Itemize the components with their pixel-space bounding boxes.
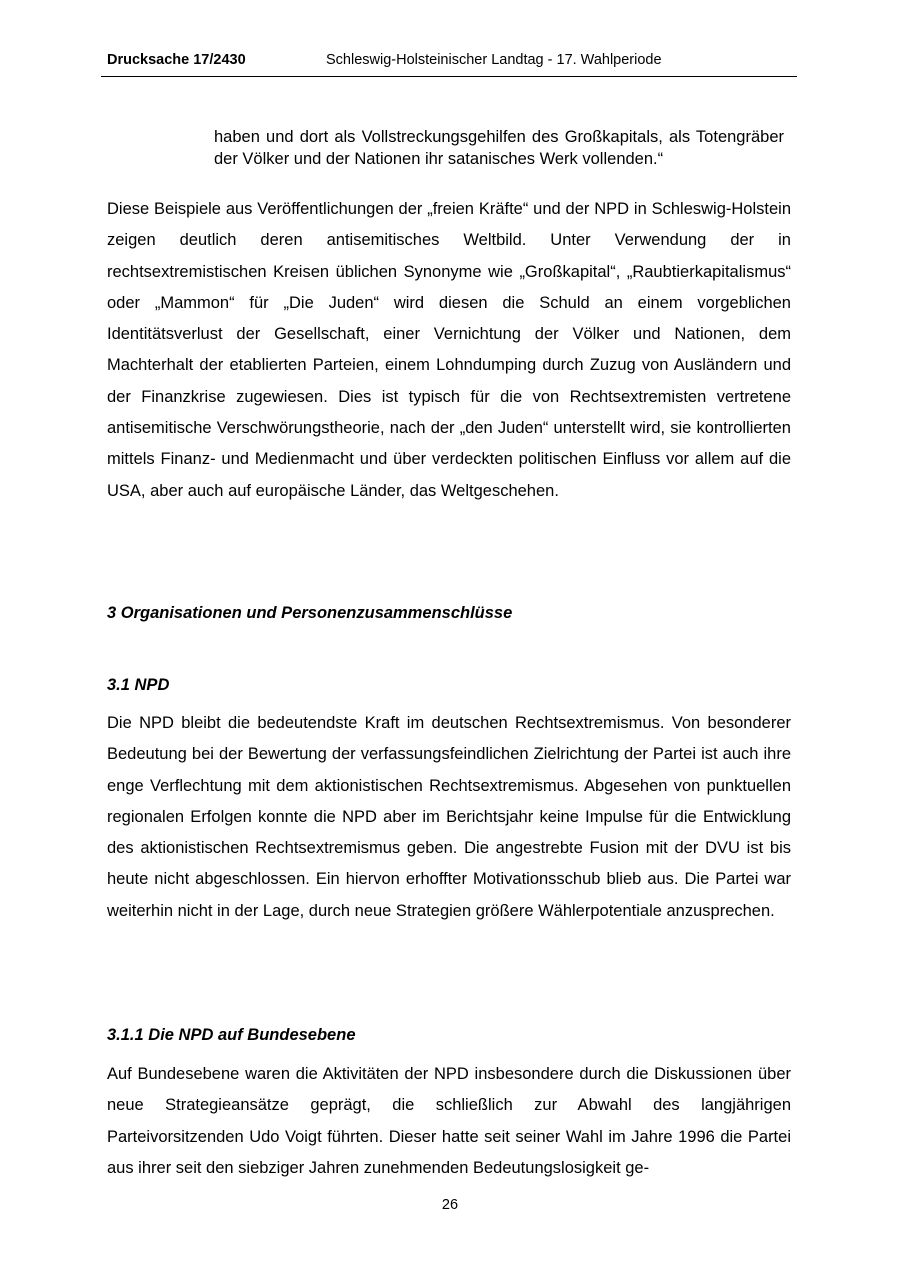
section-3-1-heading: 3.1 NPD	[107, 676, 170, 694]
drucksache-number: Drucksache 17/2430	[107, 52, 246, 68]
section-3-1-1-paragraph: Auf Bundesebene waren die Aktivitäten der NPD insbesondere durch die Diskussionen über neue Strategieansätze geprägt, die schließlich zur Abwahl des langjährigen Parteivorsitzenden Udo Voigt führten. Dieser hatte seit seiner Wahl im Jahre 1996 die Partei aus ihrer seit den siebziger Jahren zunehmenden Bedeutungslosigkeit ge-	[107, 1065, 791, 1177]
section-3-1-1-heading: 3.1.1 Die NPD auf Bundesebene	[107, 1026, 356, 1044]
page-header	[107, 52, 797, 76]
section-3-1-paragraph: Die NPD bleibt die bedeutendste Kraft im deutschen Rechtsextremismus. Von besonderer Bedeutung bei der Bewertung der verfassungsfeindlichen Zielrichtung der Partei ist auch ihre enge Verflechtung mit dem aktionistischen Rechtsextremismus. Abgesehen von punktuellen regionalen Erfolgen konnte die NPD aber im Berichtsjahr keine Impulse für die Entwicklung des aktionistischen Rechtsextremismus geben. Die angestrebte Fusion mit der DVU ist bis heute nicht abgeschlossen. Ein hiervon erhoffter Motivationsschub blieb aus. Die Partei war weiterhin nicht in der Lage, durch neue Strategien größere Wählerpotentiale anzusprechen.	[107, 714, 791, 920]
paragraph-antisemitism: Diese Beispiele aus Veröffentlichungen der „freien Kräfte“ und der NPD in Schleswig-Holstein zeigen deutlich deren antisemitisches Weltbild. Unter Verwendung der in rechtsextremistischen Kreisen üblichen Synonyme wie „Großkapital“, „Raubtierkapitalismus“ oder „Mammon“ für „Die Juden“ wird diesen die Schuld an einem vorgeblichen Identitätsverlust der Gesellschaft, einer Vernichtung der Völker und Nationen, dem Machterhalt der etablierten Parteien, einem Lohndumping durch Zuzug von Ausländern und der Finanzkrise zugewiesen. Dies ist typisch für die von Rechtsextremisten vertretene antisemitische Verschwörungstheorie, nach der „den Juden“ unterstellt wird, sie kontrollierten mittels Finanz- und Medienmacht und über verdeckten politischen Einfluss vor allem auf die USA, aber auch auf europäische Länder, das Weltgeschehen.	[107, 200, 791, 500]
header-rule	[101, 76, 797, 77]
section-3-heading: 3 Organisationen und Personenzusammenschlüsse	[107, 604, 513, 622]
landtag-title: Schleswig-Holsteinischer Landtag - 17. Wahlperiode	[326, 52, 662, 68]
quote-block: haben und dort als Vollstreckungsgehilfen des Großkapitals, als Totengräber der Völker und der Nationen ihr satanisches Werk vollenden.“	[214, 128, 784, 168]
page-number: 26	[441, 1197, 459, 1213]
